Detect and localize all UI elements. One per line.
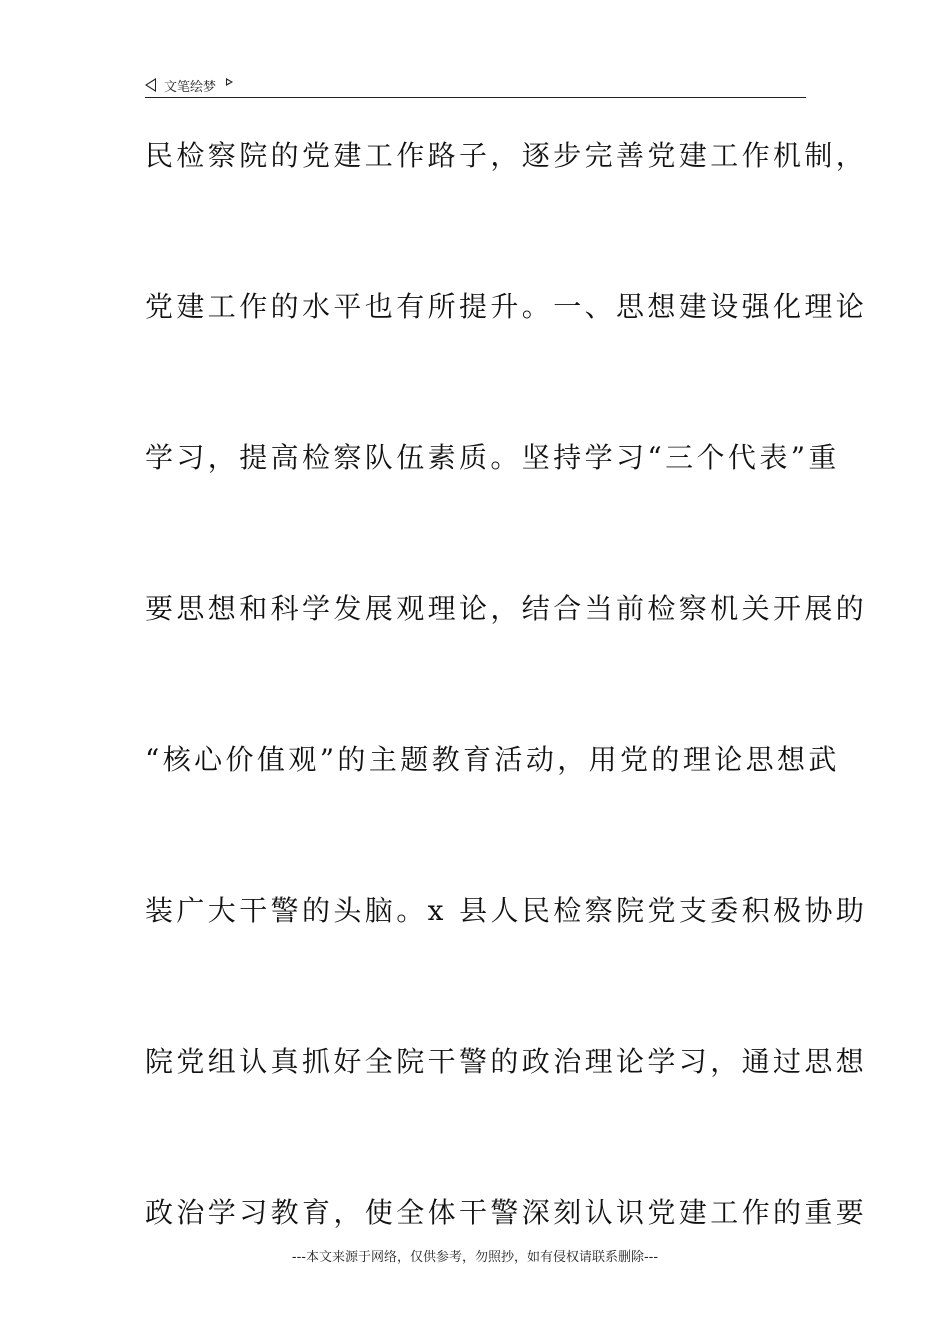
footer-notice: ---本文来源于网络，仅供参考，勿照抄，如有侵权请联系删除---: [291, 1250, 659, 1265]
document-body: [145, 128, 868, 1336]
body-line: 民检察院的党建工作路子，逐步完善党建工作机制，: [145, 139, 868, 172]
body-line: “核心价值观”的主题教育活动，用党的理论思想武: [145, 743, 840, 776]
body-line: 学习，提高检察队伍素质。坚持学习“三个代表”重: [145, 441, 840, 474]
document-header: [145, 72, 233, 98]
header-brand: 文笔绘梦: [164, 79, 217, 95]
body-line: 政治学习教育，使全体干警深刻认识党建工作的重要: [145, 1196, 868, 1229]
body-line: 装广大干警的头脑。x 县人民检察院党支委积极协助: [145, 894, 868, 927]
triangle-left-icon: [145, 78, 156, 92]
body-line: 要思想和科学发展观理论，结合当前检察机关开展的: [145, 592, 868, 625]
body-line: 党建工作的水平也有所提升。一、思想建设强化理论: [145, 290, 868, 323]
header-divider: [145, 97, 806, 98]
body-line: 院党组认真抓好全院干警的政治理论学习，通过思想: [145, 1045, 868, 1078]
triangle-right-icon: [226, 78, 233, 86]
